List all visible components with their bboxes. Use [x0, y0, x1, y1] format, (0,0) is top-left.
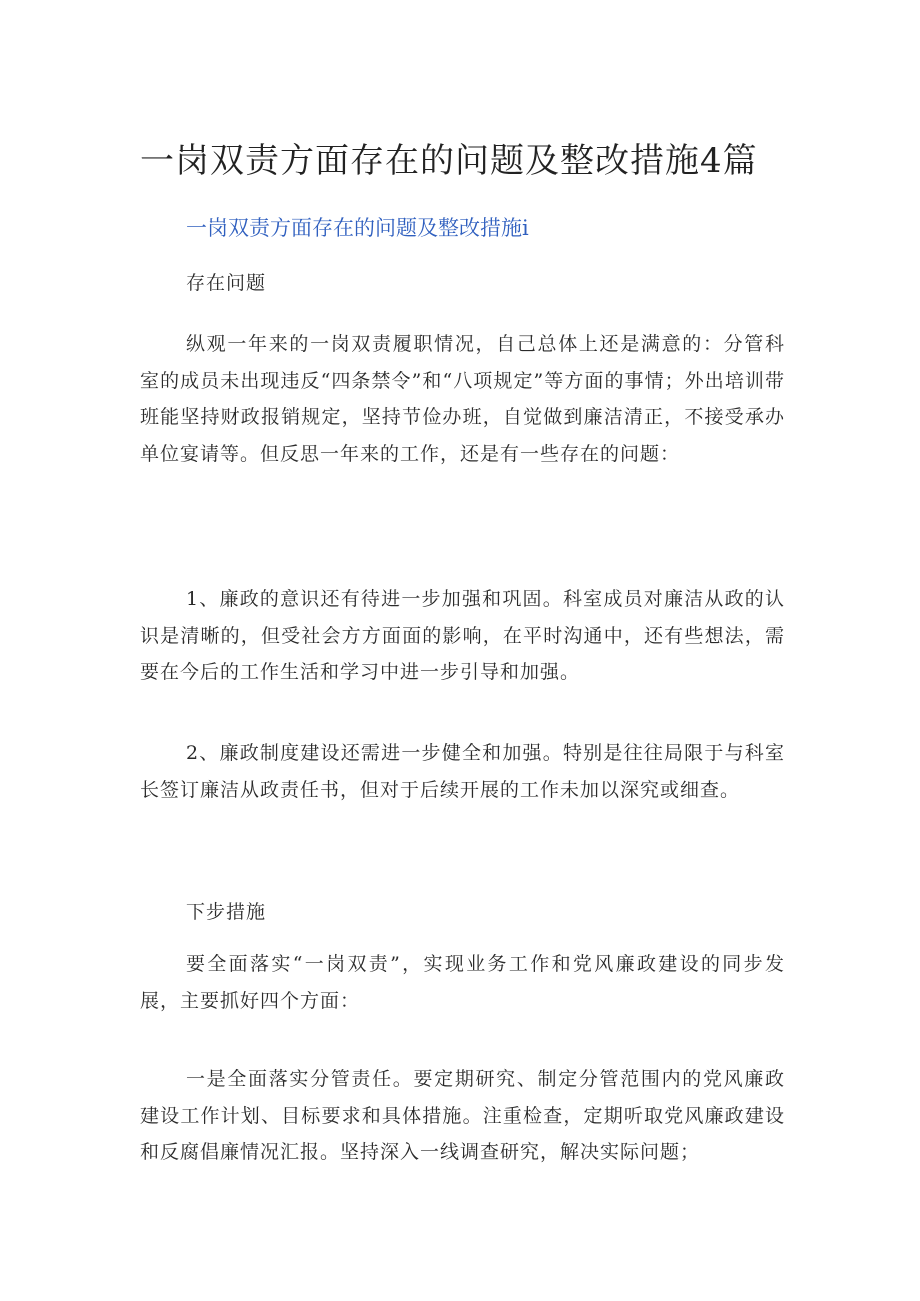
problem-1-paragraph: 1、廉政的意识还有待进一步加强和巩固。科室成员对廉洁从政的认识是清晰的，但受社会方方面面的影响，在平时沟通中，还有些想法，需要在今后的工作生活和学习中进一步引导和加强。 [140, 588, 785, 683]
measure-1-paragraph: 一是全面落实分管责任。要定期研究、制定分管范围内的党风廉政建设工作计划、目标要求和具体措施。注重检查，定期听取党风廉政建设和反腐倡廉情况汇报。坚持深入一线调查研究，解决实际问题； [140, 1068, 785, 1163]
document-title: 一岗双责方面存在的问题及整改措施4篇 [140, 141, 758, 181]
measures-intro-paragraph: 要全面落实“一岗双责”，实现业务工作和党风廉政建设的同步发展，主要抓好四个方面： [140, 953, 785, 1012]
measures-label: 下步措施 [186, 901, 267, 923]
problem-2-paragraph: 2、廉政制度建设还需进一步健全和加强。特别是往往局限于与科室长签订廉洁从政责任书，但对于后续开展的工作未加以深究或细查。 [140, 742, 785, 801]
problems-label: 存在问题 [186, 272, 267, 294]
section-heading: 一岗双责方面存在的问题及整改措施i [186, 216, 529, 240]
problems-intro-paragraph: 纵观一年来的一岗双责履职情况，自己总体上还是满意的：分管科室的成员未出现违反“四条禁令”和“八项规定”等方面的事情；外出培训带班能坚持财政报销规定，坚持节俭办班，自觉做到廉洁清正，不接受承办单位宴请等。但反思一年来的工作，还是有一些存在的问题： [140, 333, 785, 465]
